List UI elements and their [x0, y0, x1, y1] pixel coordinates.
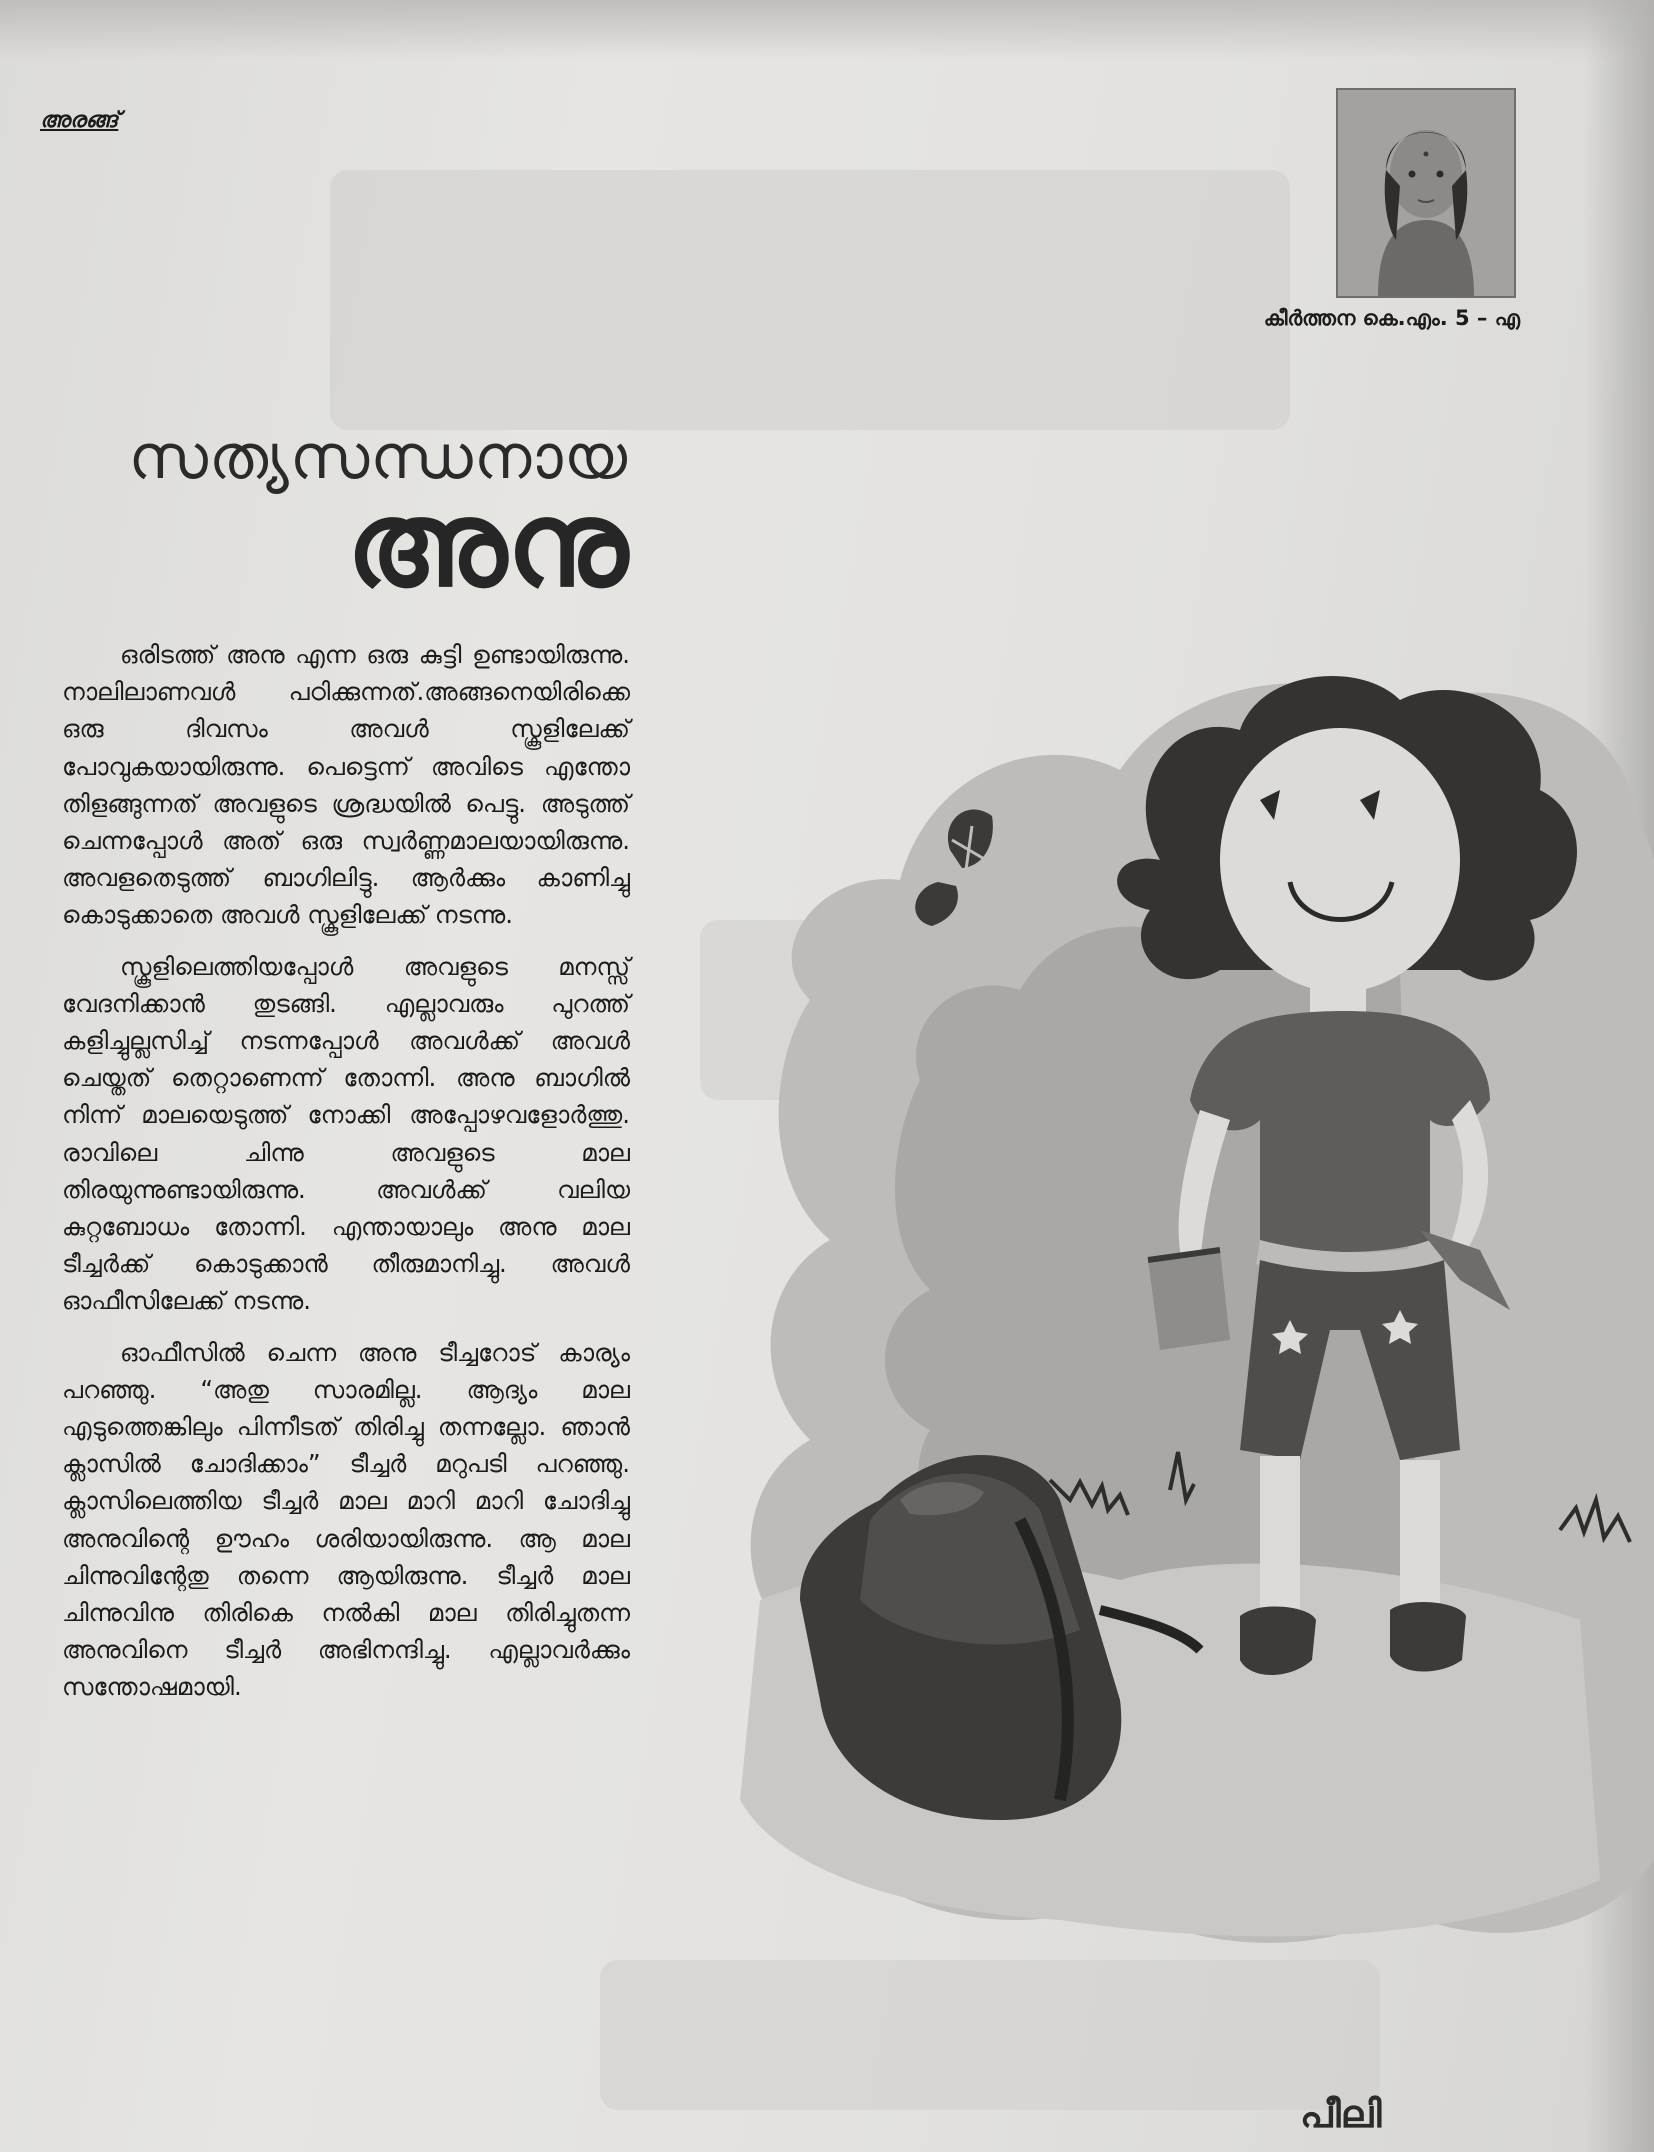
author-byline: കീർത്തന കെ.എം. 5 – എ	[1263, 306, 1520, 330]
story-title-line1: സത്യസന്ധനായ	[128, 420, 628, 493]
story-paragraph: സ്കൂളിലെത്തിയപ്പോൾ അവളുടെ മനസ്സ് വേദനിക്കാൻ തുടങ്ങി. എല്ലാവരും പുറത്ത് കളിച്ചുല്ലസിച്ച് നടന്നപ്പോൾ അവൾക്ക് അവൾ ചെയ്തത് തെറ്റാണെന്ന് തോന്നി. അനു ബാഗിൽ നിന്ന് മാലയെടുത്ത് നോക്കി അപ്പോഴവളോർത്തു. രാവിലെ ചിന്നു അവളുടെ മാല തിരയുന്നുണ്ടായിരുന്നു. അവൾക്ക് വലിയ കുറ്റബോധം തോന്നി. എന്തായാലും അനു മാല ടീച്ചർക്ക് കൊടുക്കാൻ തീരുമാനിച്ചു. അവൾ ഓഫീസിലേക്ക് നടന്നു.	[62, 951, 630, 1316]
show-through-band	[330, 170, 1290, 430]
page-shadow-top	[0, 0, 1654, 60]
magazine-tab: പീലി	[1300, 2092, 1382, 2136]
girl-illustration	[700, 620, 1654, 1980]
author-photo	[1336, 88, 1516, 298]
story-title-line2: അനു	[346, 475, 628, 613]
story-paragraph: ഓഫീസിൽ ചെന്ന അനു ടീച്ചറോട് കാര്യം പറഞ്ഞു. “അതു സാരമില്ല. ആദ്യം മാല എടുത്തെങ്കിലും പിന്നീടത് തിരിച്ചു തന്നല്ലോ. ഞാൻ ക്ലാസിൽ ചോദിക്കാം” ടീച്ചർ മറുപടി പറഞ്ഞു. ക്ലാസിലെത്തിയ ടീച്ചർ മാല മാറി മാറി ചോദിച്ചു അനുവിന്റെ ഊഹം ശരിയായിരുന്നു. ആ മാല ചിന്നുവിന്റേതു തന്നെ ആയിരുന്നു. ടീച്ചർ മാല ചിന്നുവിനു തിരികെ നൽകി മാല തിരിച്ചുതന്ന അനുവിനെ ടീച്ചർ അഭിനന്ദിച്ചു. എല്ലാവർക്കും സന്തോഷമായി.	[62, 1337, 630, 1702]
story-body	[62, 636, 630, 1720]
section-tag: അരങ്ങ്	[40, 108, 119, 133]
show-through-band	[600, 1960, 1380, 2110]
story-paragraph: ഒരിടത്ത് അനു എന്ന ഒരു കുട്ടി ഉണ്ടായിരുന്നു. നാലിലാണവൾ പഠിക്കുന്നത്.അങ്ങനെയിരിക്കെ ഒരു ദിവസം അവൾ സ്കൂളിലേക്ക് പോവുകയായിരുന്നു. പെട്ടെന്ന് അവിടെ എന്തോ തിളങ്ങുന്നത് അവളുടെ ശ്രദ്ധയിൽ പെട്ടു. അടുത്ത് ചെന്നപ്പോൾ അത് ഒരു സ്വർണ്ണമാലയായിരുന്നു. അവളതെടുത്ത് ബാഗിലിട്ടു. ആർക്കും കാണിച്ചു കൊടുക്കാതെ അവൾ സ്കൂളിലേക്ക് നടന്നു.	[62, 640, 630, 930]
